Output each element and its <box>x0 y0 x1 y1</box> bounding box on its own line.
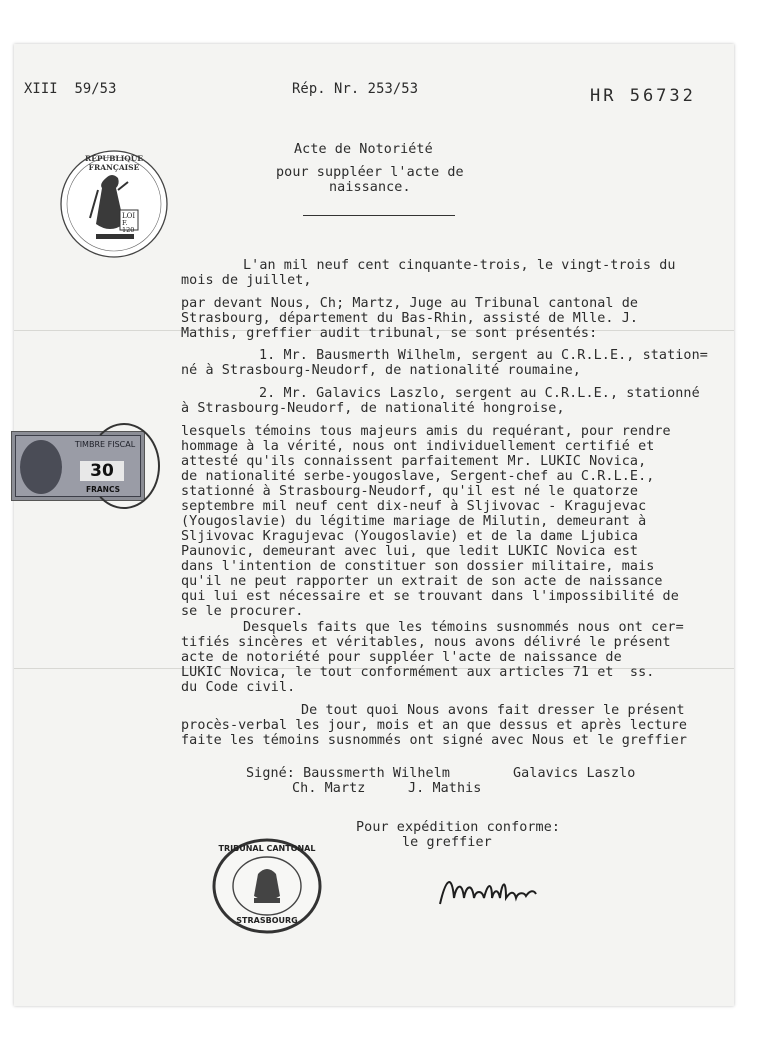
handwritten-signature <box>436 868 540 916</box>
stamp-portrait-icon <box>20 440 62 494</box>
body-line: L'an mil neuf cent cinquante-trois, le vingt-trois du <box>243 258 676 273</box>
body-line: tifiés sincères et véritables, nous avons délivré le présent <box>181 635 671 650</box>
stamp-label: TIMBRE FISCAL <box>74 440 136 449</box>
body-line: de nationalité serbe-yougoslave, Sergent-chef au C.R.L.E., <box>181 469 655 484</box>
court-stamp <box>212 838 322 934</box>
body-line: du Code civil. <box>181 680 296 695</box>
signed-line-1-right: Galavics Laszlo <box>513 766 636 781</box>
body-line: Strasbourg, département du Bas-Rhin, assisté de Mlle. J. <box>181 311 639 326</box>
hr-number: HR 56732 <box>590 86 696 106</box>
signed-line-2-left: Ch. Martz <box>292 781 366 796</box>
body-line: qu'il ne peut rapporter un extrait de son acte de naissance <box>181 574 663 589</box>
body-line: Mathis, greffier audit tribunal, se sont présentés: <box>181 326 598 341</box>
closing-line-2: le greffier <box>402 835 492 850</box>
body-line: septembre mil neuf cent dix-neuf à Sljivovac - Kragujevac <box>181 499 647 514</box>
body-line: 2. Mr. Galavics Laszlo, sergent au C.R.L.E., stationné <box>259 386 700 401</box>
seal-value: F. 120 <box>122 219 135 234</box>
body-line: dans l'intention de constituer son dossier militaire, mais <box>181 559 655 574</box>
body-line: mois de juillet, <box>181 273 312 288</box>
title-line-1: Acte de Notoriété <box>294 142 433 157</box>
reference-left: XIII 59/53 <box>24 81 117 97</box>
rep-number: Rép. Nr. 253/53 <box>292 81 419 97</box>
body-line: procès-verbal les jour, mois et an que dessus et après lecture <box>181 718 688 733</box>
body-line: par devant Nous, Ch; Martz, Juge au Tribunal cantonal de <box>181 296 639 311</box>
body-line: qui lui est nécessaire et se trouvant dans l'impossibilité de <box>181 589 679 604</box>
closing-line-1: Pour expédition conforme: <box>356 820 561 835</box>
body-line: Desquels faits que les témoins susnommés nous ont cer= <box>243 620 684 635</box>
body-line: 1. Mr. Bausmerth Wilhelm, sergent au C.R.L.E., station= <box>259 348 708 363</box>
republique-seal <box>58 150 170 258</box>
court-stamp-bottom: STRASBOURG <box>236 916 298 925</box>
body-line: De tout quoi Nous avons fait dresser le présent <box>301 703 685 718</box>
body-line: se le procurer. <box>181 604 304 619</box>
title-underline <box>303 215 455 216</box>
stamp-unit: FRANCS <box>85 485 121 494</box>
cancel-stamp-ring <box>88 423 160 509</box>
court-stamp-top: TRIBUNAL CANTONAL <box>218 844 316 853</box>
seal-loi: LOI <box>122 212 136 220</box>
body-line: stationné à Strasbourg-Neudorf, qu'il est né le quatorze <box>181 484 639 499</box>
body-line: à Strasbourg-Neudorf, de nationalité hongroise, <box>181 401 565 416</box>
body-line: attesté qu'ils connaissent parfaitement Mr. LUKIC Novica, <box>181 454 647 469</box>
signed-line-2-right: J. Mathis <box>408 781 482 796</box>
body-line: (Yougoslavie) du légitime mariage de Milutin, demeurant à <box>181 514 647 529</box>
body-line: faite les témoins susnommés ont signé avec Nous et le greffier <box>181 733 688 748</box>
title-line-2: pour suppléer l'acte de <box>276 165 464 180</box>
body-line: lesquels témoins tous majeurs amis du requérant, pour rendre <box>181 424 671 439</box>
signed-line-1-left: Signé: Baussmerth Wilhelm <box>246 766 451 781</box>
seal-text-top: RÉPUBLIQUE FRANÇAISE <box>84 154 144 172</box>
body-line: né à Strasbourg-Neudorf, de nationalité roumaine, <box>181 363 581 378</box>
body-line: hommage à la vérité, nous ont individuellement certifié et <box>181 439 655 454</box>
body-line: LUKIC Novica, le tout conformément aux articles 71 et ss. <box>181 665 655 680</box>
body-line: acte de notoriété pour suppléer l'acte de naissance de <box>181 650 622 665</box>
title-line-3: naissance. <box>329 180 411 195</box>
body-line: Sljivovac Kragujevac (Yougoslavie) et de la dame Ljubica <box>181 529 639 544</box>
body-line: Paunovic, demeurant avec lui, que ledit LUKIC Novica est <box>181 544 639 559</box>
stamp-amount: 30 <box>80 461 124 481</box>
